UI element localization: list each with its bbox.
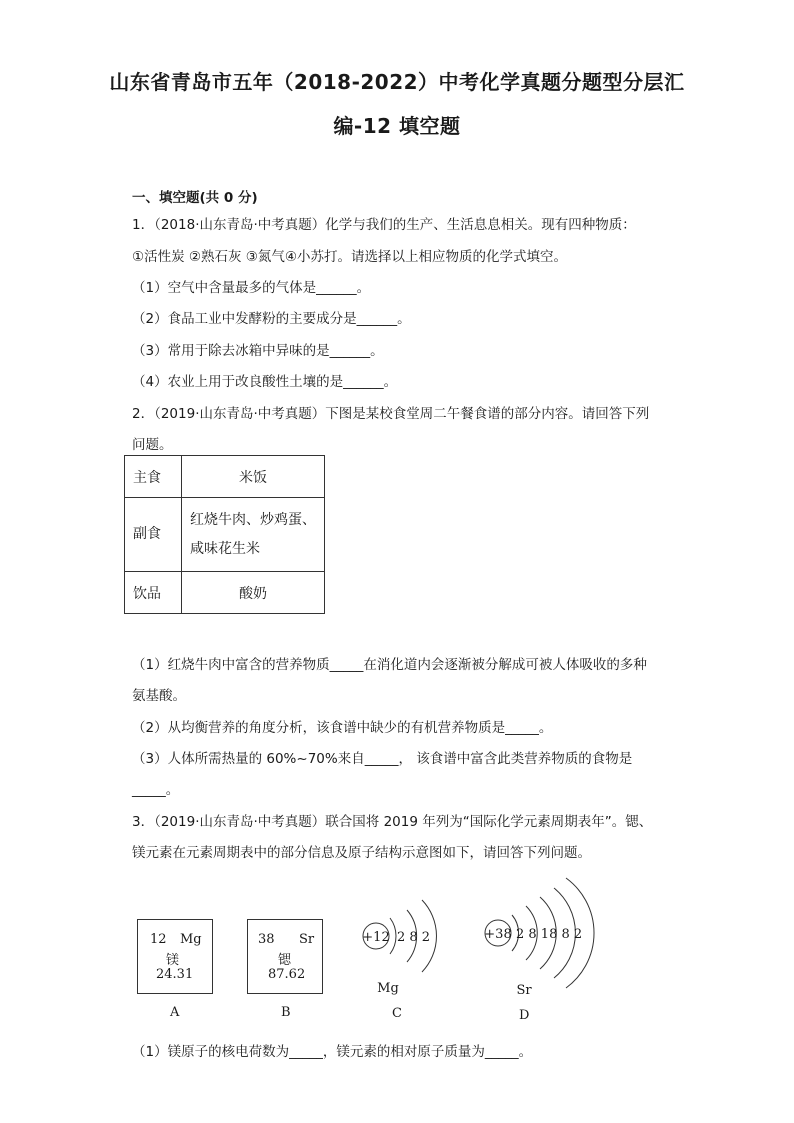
- q2-part-3: （3）人体所需热量的 60%~70%来自_____， 该食谱中富含此类营养物质的食物是: [132, 751, 633, 767]
- table-row: [125, 456, 325, 498]
- figure-label-d: D: [519, 1008, 530, 1023]
- shell-electrons: 2 8 2: [397, 930, 431, 945]
- menu-value: [182, 498, 325, 572]
- menu-value-line: 咸味花生米: [190, 540, 260, 557]
- table-row: [125, 498, 325, 572]
- q2-part-1-cont: 氨基酸。: [132, 688, 186, 704]
- atomic-mass: 24.31: [156, 967, 194, 982]
- q3-intro: 3．（2019·山东青岛·中考真题）联合国将 2019 年列为“国际化学元素周期表年”。锶、: [132, 814, 653, 830]
- q1-part-3: （3）常用于除去冰箱中异味的是______。: [132, 343, 384, 359]
- mg-atom-diagram: [362, 900, 436, 996]
- q2-intro: 2．（2019·山东青岛·中考真题）下图是某校食堂周二午餐食谱的部分内容。请回答下列: [132, 406, 650, 422]
- q1-part-1: （1）空气中含量最多的气体是______。: [132, 280, 371, 296]
- q3-part-1: （1）镁原子的核电荷数为_____，镁元素的相对原子质量为_____。: [132, 1044, 533, 1060]
- lunch-menu-table: [124, 455, 325, 614]
- figure-label-a: A: [170, 1005, 180, 1020]
- element-name: 锶: [278, 953, 292, 968]
- element-name: 镁: [166, 953, 180, 968]
- q1-intro: 1．（2018·山东青岛·中考真题）化学与我们的生产、生活息息相关。现有四种物质：: [132, 217, 636, 233]
- q2-part-2: （2）从均衡营养的角度分析，该食谱中缺少的有机营养物质是_____。: [132, 720, 553, 736]
- q2-intro-cont: 问题。: [132, 437, 173, 453]
- document-title-line2: 编-12 填空题: [333, 114, 461, 138]
- atomic-number: 38: [258, 932, 275, 947]
- menu-key: 主食: [125, 456, 182, 498]
- atom-symbol: Mg: [377, 981, 399, 996]
- q1-part-4: （4）农业上用于改良酸性土壤的是______。: [132, 374, 398, 390]
- shell-electrons: 2 8 18 8 2: [516, 927, 583, 942]
- element-symbol: Mg: [180, 932, 202, 947]
- q2-part-3-cont: _____。: [132, 782, 180, 798]
- electron-shell: [390, 918, 396, 954]
- menu-value: 米饭: [182, 456, 325, 498]
- atom-diagrams: [350, 870, 600, 1005]
- q3-intro-cont: 镁元素在元素周期表中的部分信息及原子结构示意图如下，请回答下列问题。: [132, 845, 591, 861]
- element-symbol: Sr: [299, 932, 315, 947]
- figure-label-b: B: [281, 1005, 291, 1020]
- q1-materials: ①活性炭 ②熟石灰 ③氮气④小苏打。请选择以上相应物质的化学式填空。: [132, 249, 567, 265]
- element-card-mg: [137, 919, 213, 994]
- atom-symbol: Sr: [516, 983, 532, 998]
- menu-key: 副食: [125, 498, 182, 572]
- document-title-line1: 山东省青岛市五年（2018-2022）中考化学真题分题型分层汇: [109, 70, 685, 94]
- menu-value: 酸奶: [182, 572, 325, 614]
- atomic-mass: 87.62: [268, 967, 306, 982]
- table-row: [125, 572, 325, 614]
- figure-label-c: C: [392, 1006, 402, 1021]
- menu-key: 饮品: [125, 572, 182, 614]
- q2-part-1: （1）红烧牛肉中富含的营养物质_____在消化道内会逐渐被分解成可被人体吸收的多种: [132, 657, 647, 673]
- menu-value-line: 红烧牛肉、炒鸡蛋、: [190, 511, 316, 528]
- atomic-number: 12: [150, 932, 167, 947]
- section-heading: 一、填空题(共 0 分): [132, 190, 258, 206]
- nucleus-charge: +12: [362, 930, 390, 945]
- sr-atom-diagram: [484, 878, 594, 998]
- nucleus-charge: +38: [484, 927, 512, 942]
- q1-part-2: （2）食品工业中发酵粉的主要成分是______。: [132, 311, 411, 327]
- element-card-sr: [247, 919, 323, 994]
